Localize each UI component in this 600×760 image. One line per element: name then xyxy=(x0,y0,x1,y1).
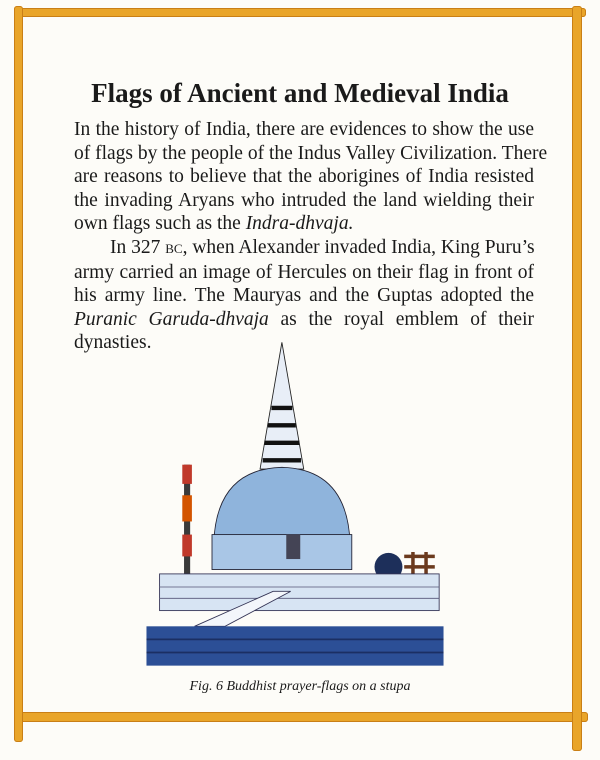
text-line xyxy=(74,236,534,261)
text-line: dynasties. xyxy=(74,332,152,354)
bamboo-frame-left xyxy=(14,6,23,742)
niche xyxy=(286,535,300,559)
stupa-drum xyxy=(212,535,352,570)
italic-term: Indra-dhvaja. xyxy=(245,213,354,235)
paragraph-1 xyxy=(74,118,548,236)
text-line: the invading Aryans who intruded the land wielding their xyxy=(74,189,534,211)
figure-caption: Fig. 6 Buddhist prayer-flags on a stupa xyxy=(189,679,411,694)
text: In 327 xyxy=(110,237,166,258)
italic-term: Puranic Garuda-dhvaja xyxy=(74,308,269,330)
bamboo-frame-bottom xyxy=(18,712,588,722)
bamboo-frame-top xyxy=(18,8,586,17)
flag-pole xyxy=(182,465,192,583)
text-line xyxy=(74,212,534,236)
stupa-illustration xyxy=(120,338,470,670)
text-line: army carried an image of Hercules on their flag in front of xyxy=(74,261,534,283)
text: own flags such as the xyxy=(74,213,246,235)
bamboo-frame-right xyxy=(572,6,582,751)
text: as the royal emblem of their xyxy=(268,308,534,330)
stupa-dome xyxy=(214,467,350,543)
text-line xyxy=(74,308,534,332)
text-line: In the history of India, there are evidences to show the use xyxy=(74,119,534,140)
stupa-spire xyxy=(260,342,304,469)
text-line: are reasons to believe that the aborigines of India resisted xyxy=(74,166,534,188)
page-title: Flags of Ancient and Medieval India xyxy=(91,78,509,108)
railing-terrace xyxy=(160,574,440,611)
stone-base xyxy=(146,626,443,665)
era-abbrev: BC xyxy=(165,241,183,256)
text-line: of flags by the people of the Indus Valley Civilization. There xyxy=(74,142,548,164)
text-line: his army line. The Mauryas and the Guptas adopted the xyxy=(74,285,534,307)
text: , when Alexander invaded India, King Puru’s xyxy=(182,237,535,258)
